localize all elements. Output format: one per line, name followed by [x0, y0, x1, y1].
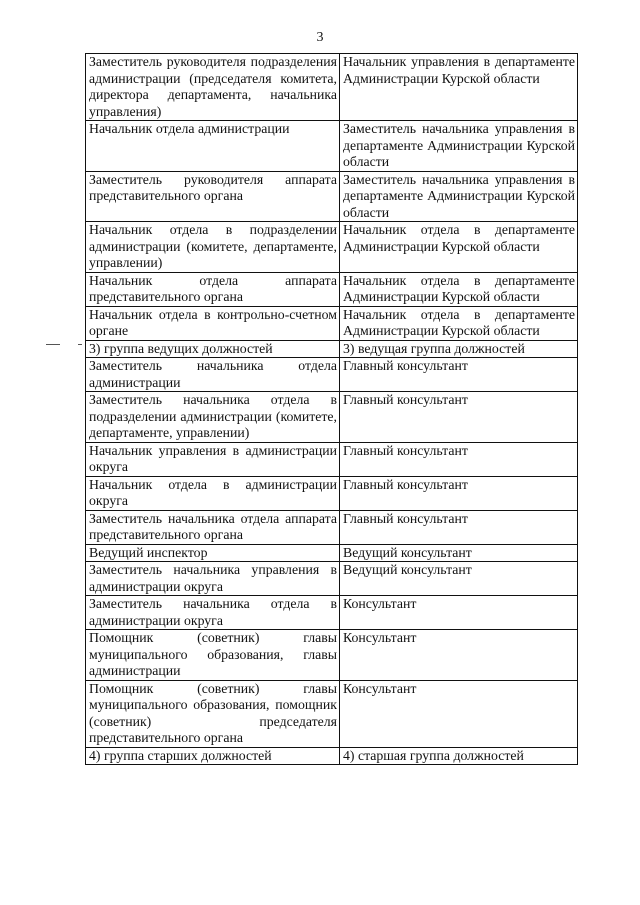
state-position-cell: Главный консультант — [340, 442, 578, 476]
municipal-position-cell: Заместитель начальника отдела аппарата представительного органа — [86, 510, 340, 544]
table-row — [86, 392, 578, 443]
municipal-position-cell: Заместитель начальника отдела администрации — [86, 358, 340, 392]
state-position-cell: Начальник управления в департаменте Администрации Курской области — [340, 54, 578, 121]
municipal-position-cell: Начальник отдела в подразделении администрации (комитете, департаменте, управлении) — [86, 222, 340, 273]
state-position-cell: Ведущий консультант — [340, 544, 578, 562]
municipal-position-cell: Начальник отдела аппарата представительного органа — [86, 272, 340, 306]
table-row — [86, 476, 578, 510]
municipal-position-cell: 4) группа старших должностей — [86, 747, 340, 765]
table-row — [86, 222, 578, 273]
table-body — [86, 54, 578, 765]
state-position-cell: Консультант — [340, 596, 578, 630]
margin-mark — [46, 344, 60, 345]
state-position-cell: Ведущий консультант — [340, 562, 578, 596]
table-row — [86, 121, 578, 172]
state-position-cell: Заместитель начальника управления в департаменте Администрации Курской области — [340, 121, 578, 172]
state-position-cell: Консультант — [340, 630, 578, 681]
state-position-cell: Главный консультант — [340, 476, 578, 510]
table-row — [86, 340, 578, 358]
state-position-cell: 4) старшая группа должностей — [340, 747, 578, 765]
state-position-cell: Консультант — [340, 680, 578, 747]
table-row — [86, 510, 578, 544]
table-row — [86, 680, 578, 747]
municipal-position-cell: Начальник отдела администрации — [86, 121, 340, 172]
table-row — [86, 630, 578, 681]
table-row — [86, 747, 578, 765]
municipal-position-cell: 3) группа ведущих должностей — [86, 340, 340, 358]
table-row — [86, 596, 578, 630]
municipal-position-cell: Заместитель начальника отдела в подразделении администрации (комитете, департаменте, управлении) — [86, 392, 340, 443]
table-row — [86, 54, 578, 121]
table-row — [86, 442, 578, 476]
table-row — [86, 544, 578, 562]
municipal-position-cell: Заместитель руководителя аппарата представительного органа — [86, 171, 340, 222]
table-row — [86, 272, 578, 306]
state-position-cell: Главный консультант — [340, 358, 578, 392]
state-position-cell: Главный консультант — [340, 392, 578, 443]
municipal-position-cell: Ведущий инспектор — [86, 544, 340, 562]
municipal-position-cell: Начальник управления в администрации округа — [86, 442, 340, 476]
state-position-cell: Заместитель начальника управления в департаменте Администрации Курской области — [340, 171, 578, 222]
municipal-position-cell: Заместитель начальника отдела в администрации округа — [86, 596, 340, 630]
positions-table — [85, 53, 578, 765]
municipal-position-cell: Помощник (советник) главы муниципального образования, помощник (советник) председателя представительного органа — [86, 680, 340, 747]
state-position-cell: Начальник отдела в департаменте Администрации Курской области — [340, 272, 578, 306]
municipal-position-cell: Заместитель начальника управления в администрации округа — [86, 562, 340, 596]
municipal-position-cell: Начальник отдела в контрольно-счетном органе — [86, 306, 340, 340]
state-position-cell: Начальник отдела в департаменте Администрации Курской области — [340, 306, 578, 340]
table-row — [86, 562, 578, 596]
municipal-position-cell: Помощник (советник) главы муниципального образования, главы администрации — [86, 630, 340, 681]
table-row — [86, 171, 578, 222]
state-position-cell: Начальник отдела в департаменте Администрации Курской области — [340, 222, 578, 273]
table-row — [86, 306, 578, 340]
municipal-position-cell: Заместитель руководителя подразделения администрации (председателя комитета, директора департамента, начальника управления) — [86, 54, 340, 121]
table-row — [86, 358, 578, 392]
municipal-position-cell: Начальник отдела в администрации округа — [86, 476, 340, 510]
state-position-cell: Главный консультант — [340, 510, 578, 544]
state-position-cell: 3) ведущая группа должностей — [340, 340, 578, 358]
page-number: 3 — [316, 30, 324, 45]
margin-dot — [78, 344, 82, 345]
